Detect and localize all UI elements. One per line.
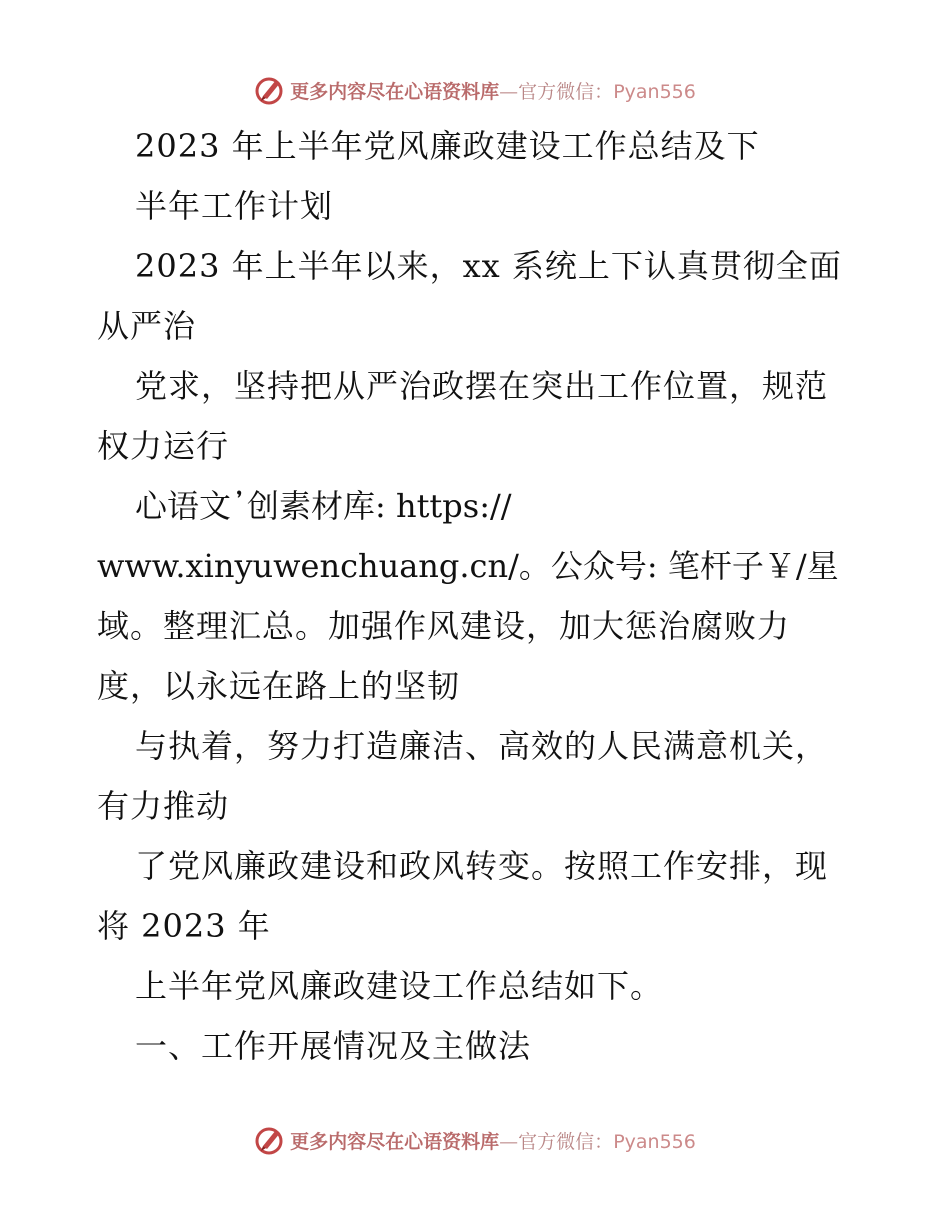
paragraph-line: 权力运行 xyxy=(97,427,230,465)
watermark-wechat-label: 官方微信： xyxy=(518,80,614,103)
paragraph-line: 上半年党风廉政建设工作总结如下。 xyxy=(135,967,664,1005)
watermark-text xyxy=(290,77,696,104)
watermark-wechat-id: Pyan556 xyxy=(613,80,696,103)
watermark-site-text: 更多内容尽在心语资料库 xyxy=(290,80,500,103)
paragraph-line: www.xinyuwenchuang.cn/。公众号: 笔杆子￥/星 xyxy=(97,547,839,585)
paragraph-line: 党求，坚持把从严治政摆在突出工作位置，规范 xyxy=(135,367,829,405)
watermark-dash: — xyxy=(499,1130,519,1153)
watermark-text xyxy=(290,1127,696,1154)
paragraph-line: 将 2023 年 xyxy=(97,907,271,945)
paragraph-line: 与执着，努力打造廉洁、高效的人民满意机关， xyxy=(135,727,829,765)
paragraph-line: 域。整理汇总。加强作风建设，加大惩治腐败力 xyxy=(97,607,791,645)
watermark-wechat-id: Pyan556 xyxy=(613,1130,696,1153)
header-watermark-banner xyxy=(0,70,950,110)
paragraph-line: 2023 年上半年以来，xx 系统上下认真贯彻全面 xyxy=(135,247,842,285)
paragraph-line: 从严治 xyxy=(97,307,197,345)
paragraph-line: 了党风廉政建设和政风转变。按照工作安排，现 xyxy=(135,847,829,885)
document-title-line-1: 2023 年上半年党风廉政建设工作总结及下 xyxy=(135,127,760,165)
footer-watermark-banner xyxy=(0,1120,950,1160)
watermark-site-text: 更多内容尽在心语资料库 xyxy=(290,1130,500,1153)
logo-icon xyxy=(254,1124,286,1156)
document-body xyxy=(97,122,867,1082)
paragraph-line: 心语文᾽创素材库: https:// xyxy=(135,487,512,525)
paragraph-line: 度，以永远在路上的坚韧 xyxy=(97,667,461,705)
document-title-line-2: 半年工作计划 xyxy=(135,187,334,225)
watermark-wechat-label: 官方微信： xyxy=(518,1130,614,1153)
logo-icon xyxy=(254,74,286,106)
paragraph-line: 有力推动 xyxy=(97,787,230,825)
watermark-dash: — xyxy=(499,80,519,103)
section-heading: 一、工作开展情况及主做法 xyxy=(135,1027,532,1065)
